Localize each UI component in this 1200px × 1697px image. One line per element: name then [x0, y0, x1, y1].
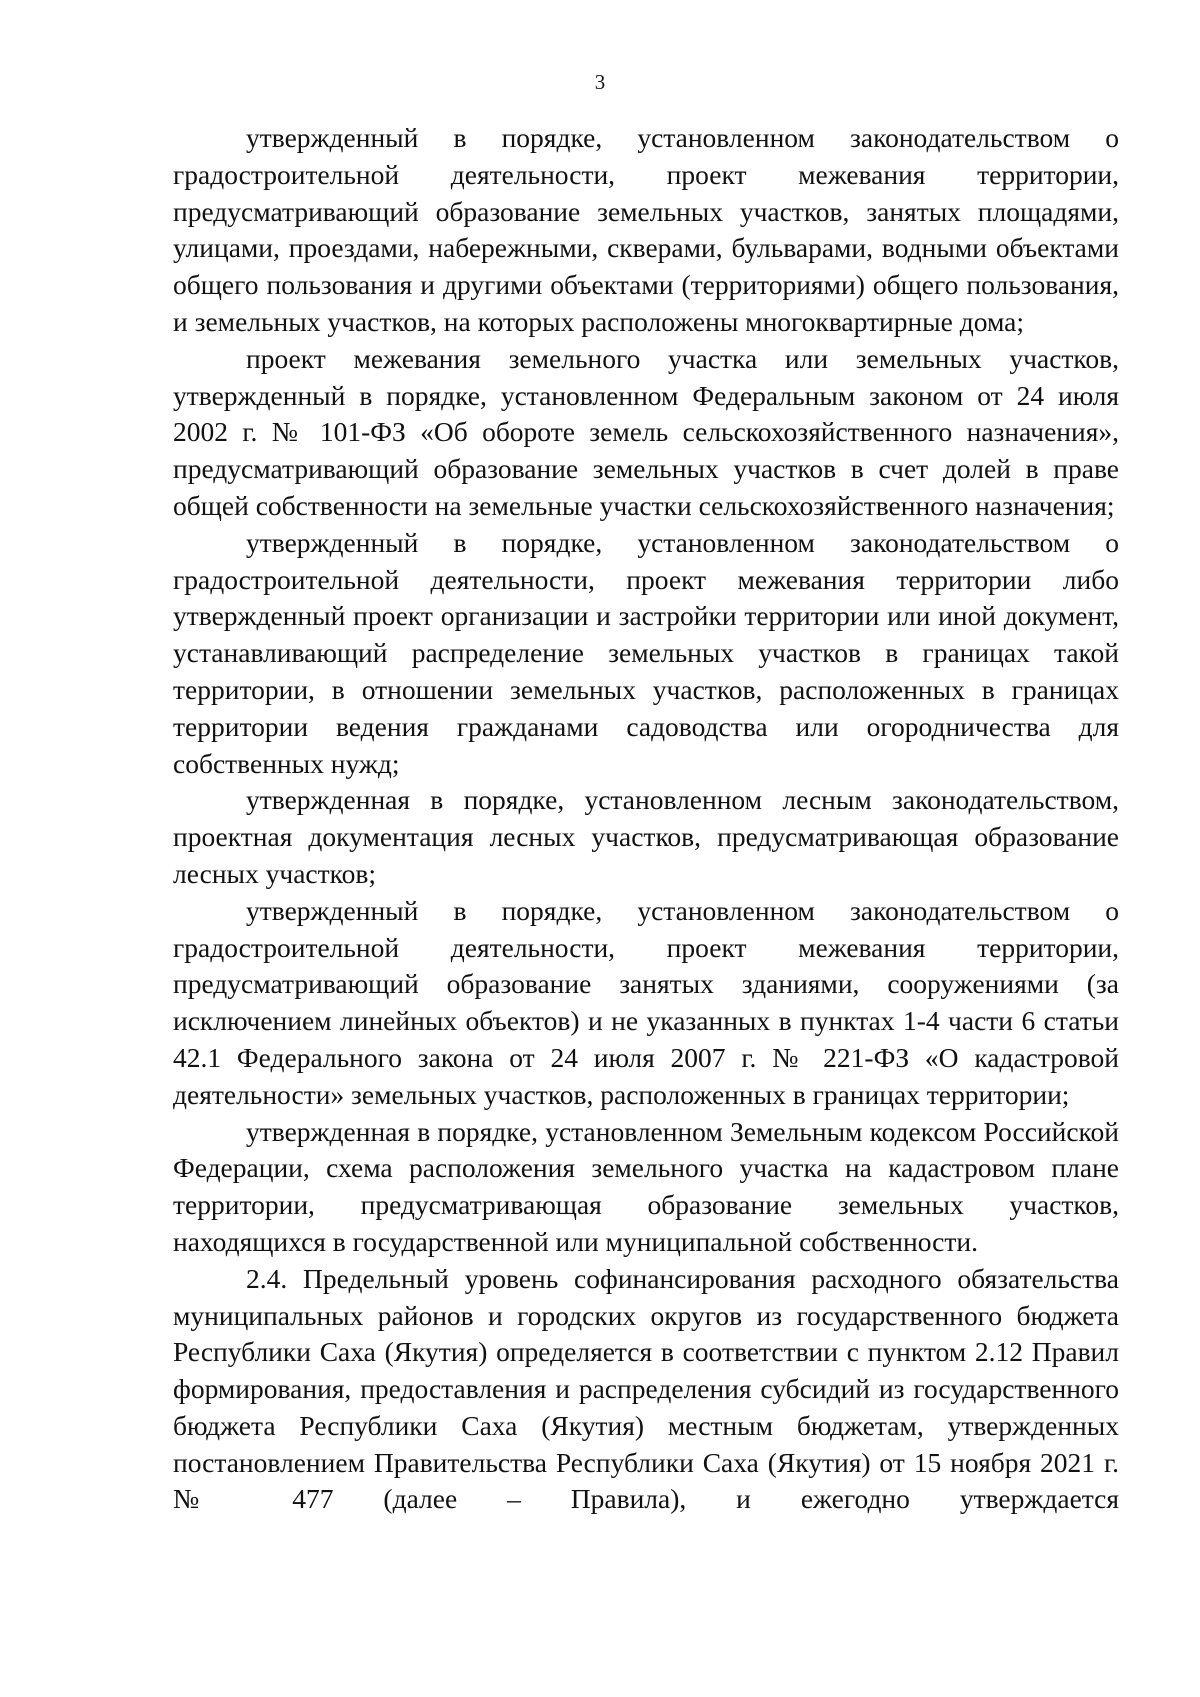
paragraph-cofinancing-level: 2.4. Предельный уровень софинансирования расходного обязательства муниципальных районов и городских округов из государственного бюджета Республики Саха (Якутия) определяется в соответствии с пунктом 2.12 Правил формирования, предоставления и распределения субсидий из государственного бюджета Республики Саха (Якутия) местным бюджетам, утвержденных постановлением Правительства Республики Саха (Якутия) от 15 ноября 2021 г. № 477 (далее – Правила), и ежегодно утверждается — [173, 1262, 1119, 1515]
paragraph-forest-project-documentation: утвержденная в порядке, установленном лесным законодательством, проектная документация лесных участков, предусматривающая образование лесных участков; — [173, 784, 1119, 889]
paragraph-cadastral-plan-scheme: утвержденная в порядке, установленном Земельным кодексом Российской Федерации, схема расположения земельного участка на кадастровом плане территории, предусматривающая образование земельных участков, находящихся в государственной или муниципальной собственности. — [173, 1115, 1119, 1257]
paragraph-land-survey-public-use: утвержденный в порядке, установленном законодательством о градостроительной деятельности, проект межевания территории, предусматривающий образование земельных участков, занятых площадями, улицами, проездами, набережными, скверами, бульварами, водными объектами общего пользования и другими объектами (территориями) общего пользования, и земельных участков, на которых расположены многоквартирные дома; — [173, 122, 1119, 337]
paragraph-agricultural-land-survey: проект межевания земельного участка или земельных участков, утвержденный в порядке, установленном Федеральным законом от 24 июля 2002 г. № 101-ФЗ «Об обороте земель сельскохозяйственного назначения», предусматривающий образование земельных участков в счет долей в праве общей собственности на земельные участки сельскохозяйственного назначения; — [173, 342, 1119, 521]
document-body — [173, 120, 1119, 1518]
paragraph-gardening-territory-survey: утвержденный в порядке, установленном законодательством о градостроительной деятельности, проект межевания территории либо утвержденный проект организации и застройки территории или иной документ, устанавливающий распределение земельных участков в границах такой территории, в отношении земельных участков, расположенных в границах территории ведения гражданами садоводства или огородничества для собственных нужд; — [173, 526, 1119, 779]
page-number: 3 — [594, 70, 606, 94]
paragraph-buildings-land-survey: утвержденный в порядке, установленном законодательством о градостроительной деятельности, проект межевания территории, предусматривающий образование занятых зданиями, сооружениями (за исключением линейных объектов) и не указанных в пунктах 1-4 части 6 статьи 42.1 Федерального закона от 24 июля 2007 г. № 221-ФЗ «О кадастровой деятельности» земельных участков, расположенных в границах территории; — [173, 894, 1119, 1110]
